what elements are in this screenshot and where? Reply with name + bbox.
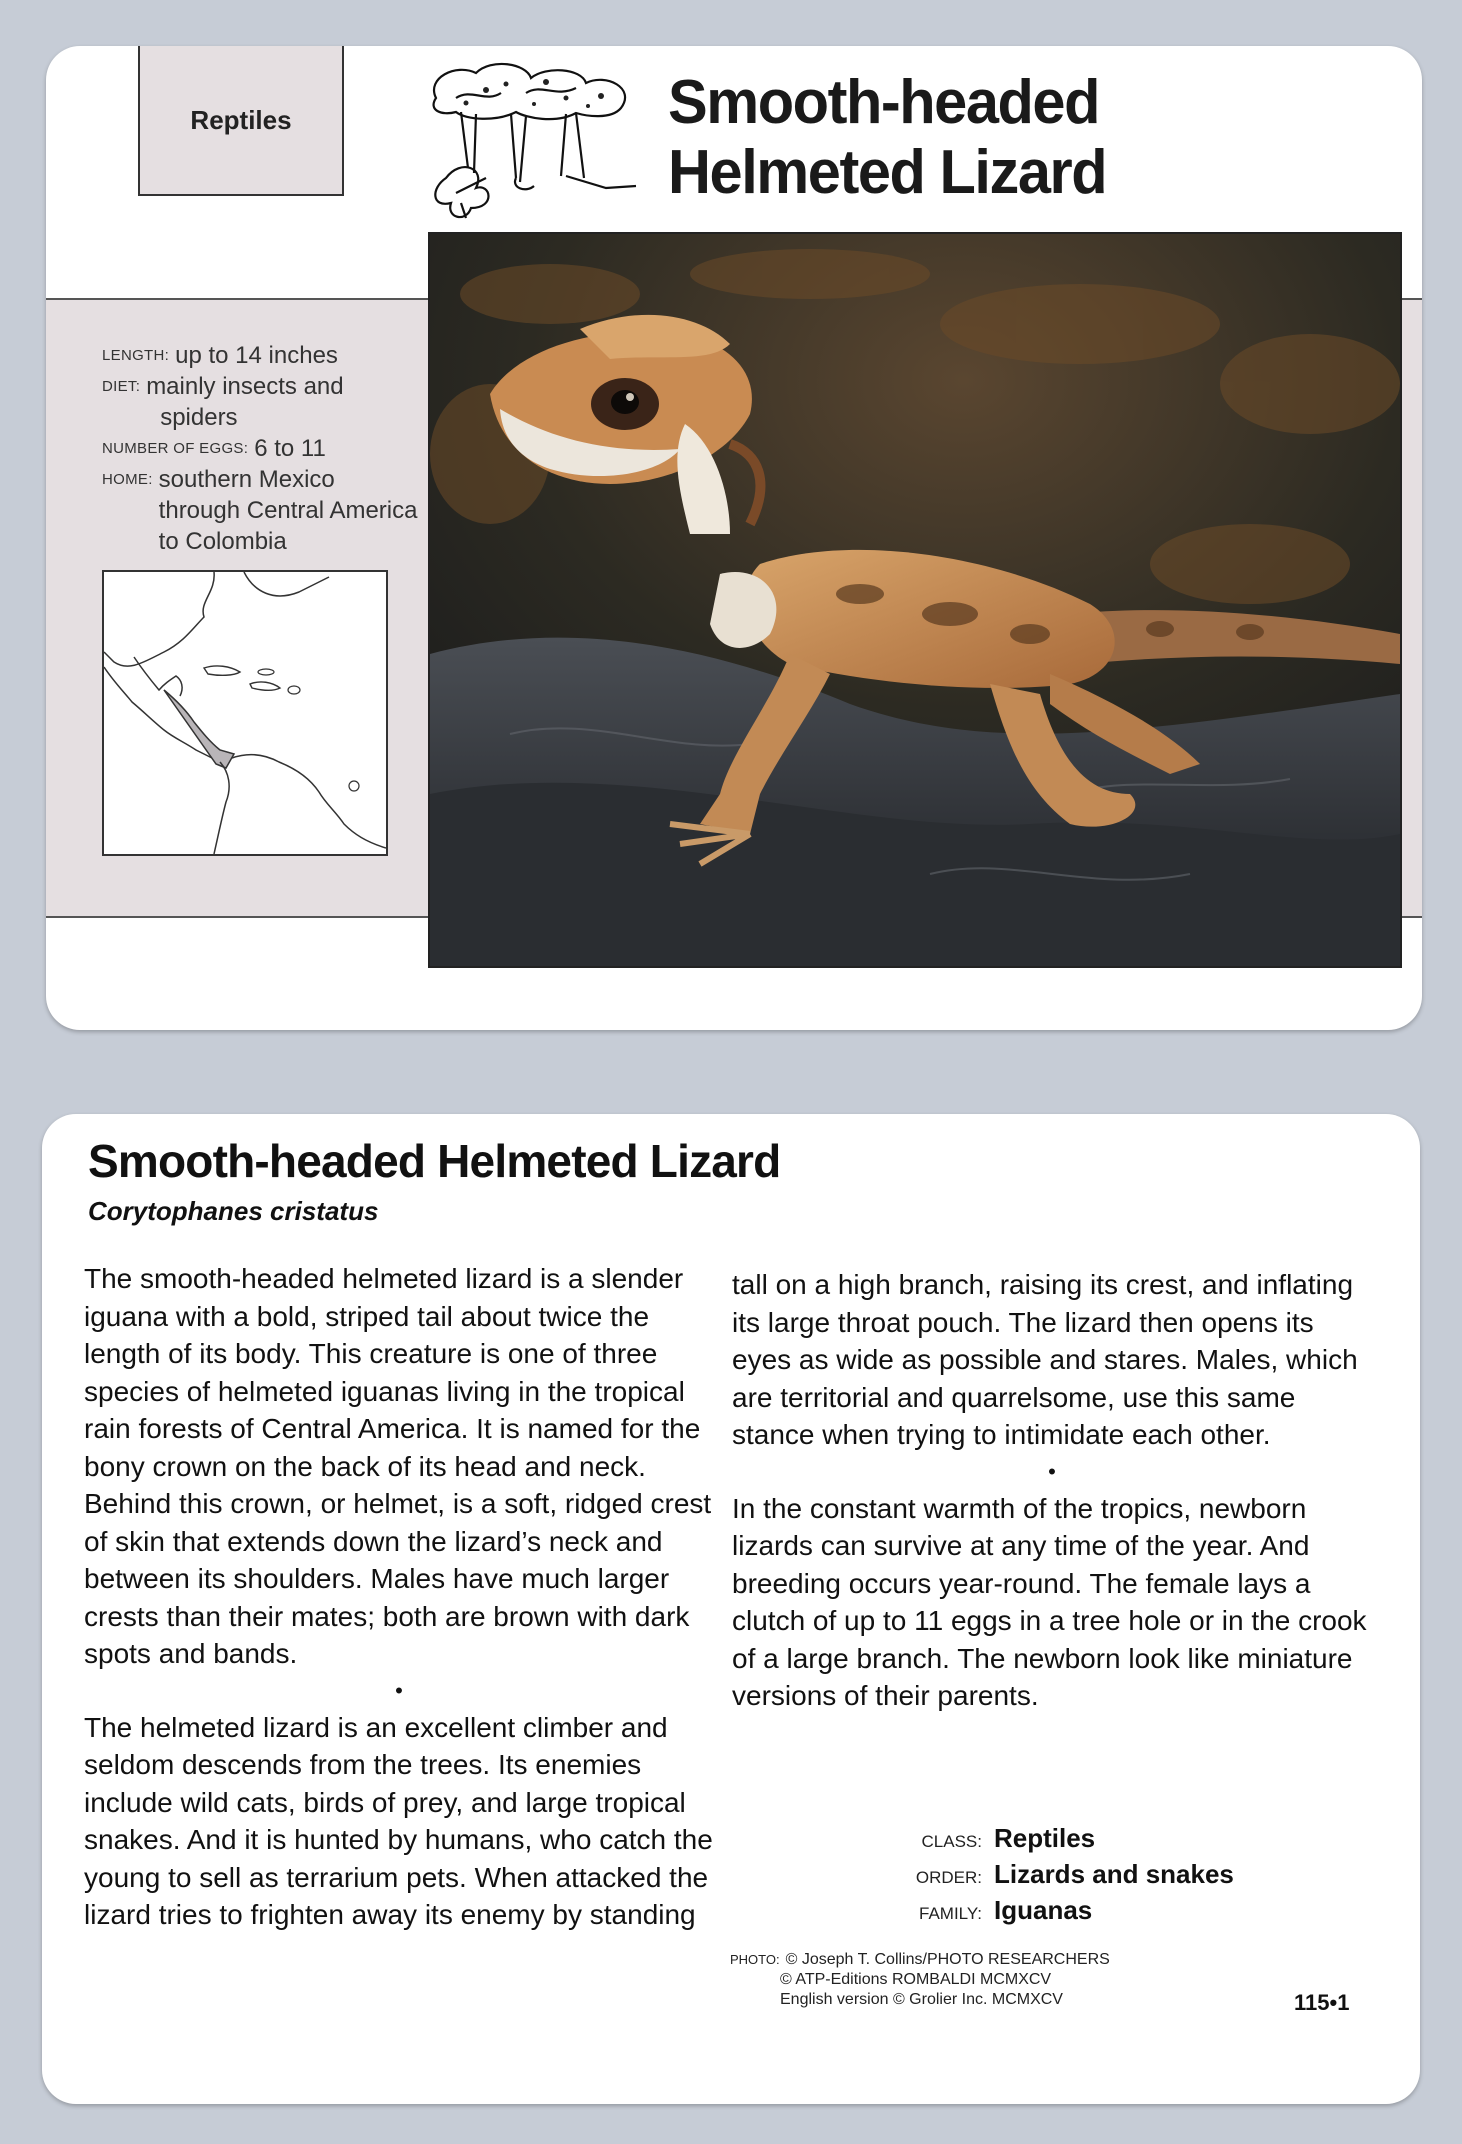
taxonomy-family <box>910 1894 1234 1930</box>
text-column-right <box>732 1266 1372 1715</box>
paragraph: tall on a high branch, raising its crest, and inflating its large throat pouch. The lizard then opens its eyes as wide as possible and stares. Males, which are territorial and quarrelsome, use this same stance when trying to intimidate each other. <box>732 1269 1358 1450</box>
fact-home-label: HOME: <box>102 471 153 488</box>
order-value: Lizards and snakes <box>994 1859 1234 1889</box>
range-map-icon <box>102 570 388 856</box>
paragraph: The smooth-headed helmeted lizard is a slender iguana with a bold, striped tail about twice the length of its body. This creature is one of three species of helmeted iguanas living in the tropical rain forests of Central America. It is named for the bony crown on the back of its head and neck. Behind this crown, or helmet, is a soft, ridged crest of skin that extends down the lizard’s neck and between its shoulders. Males have much larger crests than their mates; both are brown with dark spots and bands. <box>84 1263 712 1669</box>
fact-diet-value <box>146 371 462 433</box>
photo-credits <box>730 1950 1110 2010</box>
paragraph: In the constant warmth of the tropics, newborn lizards can survive at any time of the year. And breeding occurs year-round. The female lays a clutch of up to 11 eggs in a tree hole or in the crook of a large branch. The newborn look like miniature versions of their parents. <box>732 1492 1367 1711</box>
taxonomy-block <box>910 1822 1234 1930</box>
card-front <box>46 46 1422 1030</box>
fact-eggs-label: NUMBER OF EGGS: <box>102 440 249 457</box>
fact-diet-label: DIET: <box>102 378 141 395</box>
facts-panel <box>102 340 462 557</box>
front-title <box>668 68 1206 208</box>
rainforest-trees-icon <box>416 58 652 230</box>
paragraph: The helmeted lizard is an excellent climber and seldom descends from the trees. Its enemies include wild cats, birds of prey, and large tropical snakes. And it is hunted by humans, who catch the young to sell as terrarium pets. When attacked the lizard tries to frighten away its enemy by standing <box>84 1711 713 1930</box>
family-value: Iguanas <box>994 1895 1093 1925</box>
fact-diet-value-1: mainly insects and <box>146 373 344 400</box>
class-label: CLASS: <box>921 1832 982 1851</box>
fact-home-value-1: southern Mexico <box>158 466 335 493</box>
fact-home <box>102 464 462 557</box>
fact-diet-value-2: spiders <box>160 404 238 431</box>
front-title-line2: Helmeted Lizard <box>668 138 1107 207</box>
bullet-separator: • <box>1048 1458 1056 1484</box>
scientific-name: Corytophanes cristatus <box>88 1196 379 1226</box>
card-back <box>42 1114 1420 2104</box>
fact-eggs-value: 6 to 11 <box>254 435 326 462</box>
back-title: Smooth-headed Helmeted Lizard <box>88 1135 781 1187</box>
fact-diet <box>102 371 462 433</box>
text-column-left <box>84 1260 714 1934</box>
fact-eggs <box>102 433 462 464</box>
fact-length <box>102 340 462 371</box>
card-number: 115•1 <box>1294 1990 1350 2015</box>
fact-home-value-3: to Colombia <box>158 528 287 555</box>
fact-home-value-2: through Central America <box>158 497 418 524</box>
english-version-line: English version © Grolier Inc. MCMXCV <box>780 1991 1063 2008</box>
copyright-line: © ATP-Editions ROMBALDI MCMXCV <box>780 1971 1052 1988</box>
photo-credit-value: © Joseph T. Collins/PHOTO RESEARCHERS <box>785 1951 1110 1968</box>
order-label: ORDER: <box>915 1868 982 1887</box>
fact-length-value: up to 14 inches <box>175 342 338 369</box>
fact-home-value <box>159 464 462 557</box>
fact-length-label: LENGTH: <box>102 347 170 364</box>
front-title-line1: Smooth-headed <box>668 68 1099 137</box>
photo-credit-label: PHOTO: <box>730 1952 780 1967</box>
lizard-photo <box>428 232 1402 968</box>
bullet-separator: • <box>395 1677 403 1703</box>
family-label: FAMILY: <box>919 1904 982 1923</box>
category-label: Reptiles <box>138 46 344 196</box>
taxonomy-class <box>910 1822 1234 1858</box>
class-value: Reptiles <box>994 1823 1096 1853</box>
taxonomy-order <box>910 1858 1234 1894</box>
